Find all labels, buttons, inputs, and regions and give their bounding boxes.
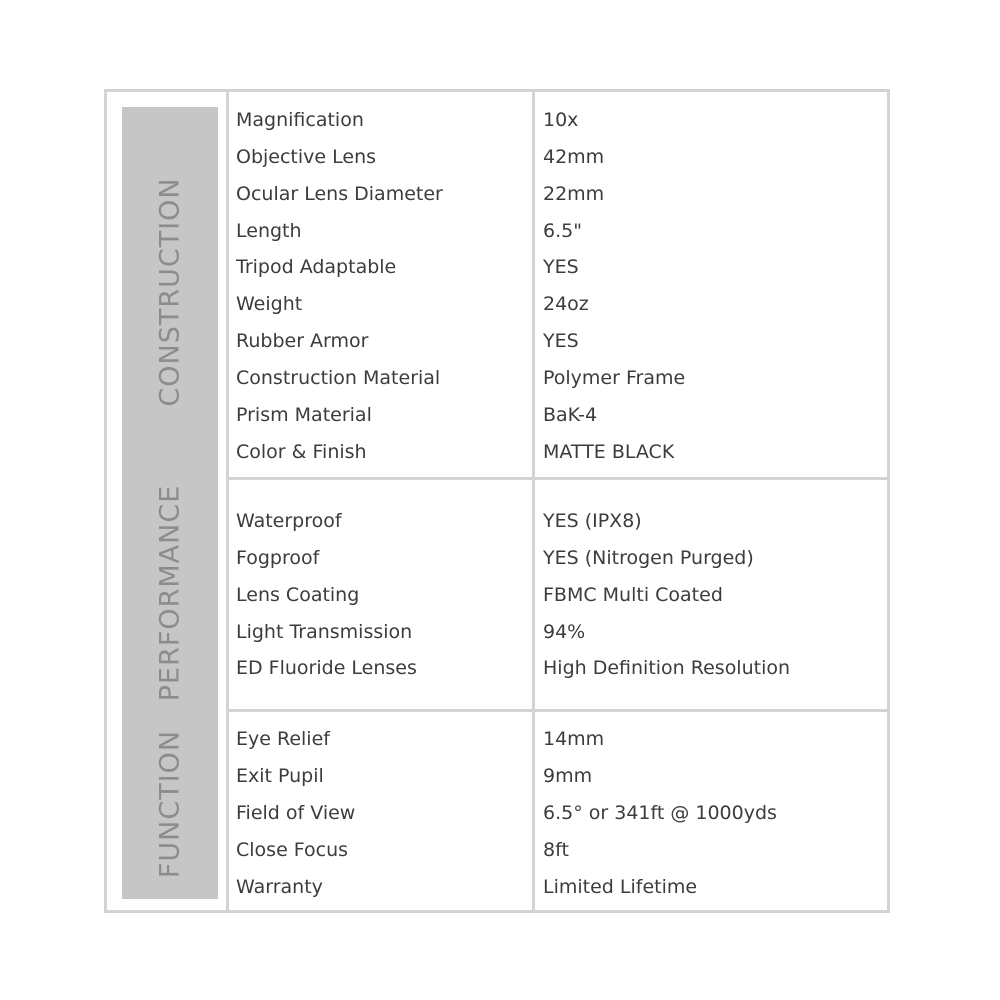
spec-value: MATTE BLACK bbox=[543, 441, 675, 463]
spec-value: Polymer Frame bbox=[543, 367, 686, 389]
table-row bbox=[107, 286, 887, 322]
spec-label: Weight bbox=[236, 293, 303, 315]
spec-label: Magnification bbox=[236, 109, 364, 131]
spec-label: Light Transmission bbox=[236, 621, 413, 643]
table-row bbox=[107, 540, 887, 576]
table-row bbox=[107, 249, 887, 285]
table-row bbox=[107, 323, 887, 359]
spec-label: Rubber Armor bbox=[236, 330, 369, 352]
spec-label: Warranty bbox=[236, 876, 323, 898]
spec-label: Close Focus bbox=[236, 839, 349, 861]
table-row bbox=[107, 213, 887, 249]
section-label-performance: PERFORMANCE bbox=[154, 484, 186, 702]
table-row bbox=[107, 832, 887, 868]
spec-value: 6.5" bbox=[543, 220, 582, 242]
spec-value: 9mm bbox=[543, 765, 593, 787]
spec-label: Objective Lens bbox=[236, 146, 377, 168]
table-row bbox=[107, 176, 887, 212]
spec-label: Lens Coating bbox=[236, 584, 360, 606]
table-row bbox=[107, 503, 887, 539]
table-row bbox=[107, 139, 887, 175]
spec-value: 14mm bbox=[543, 728, 605, 750]
spec-value: 22mm bbox=[543, 183, 605, 205]
spec-value: Limited Lifetime bbox=[543, 876, 698, 898]
table-row bbox=[107, 434, 887, 470]
table-row bbox=[107, 758, 887, 794]
table-row bbox=[107, 721, 887, 757]
spec-label: Tripod Adaptable bbox=[236, 256, 397, 278]
spec-label: Prism Material bbox=[236, 404, 372, 426]
table-row bbox=[107, 397, 887, 433]
section-label-construction: CONSTRUCTION bbox=[154, 177, 186, 407]
spec-value: BaK-4 bbox=[543, 404, 598, 426]
spec-value: 6.5° or 341ft @ 1000yds bbox=[543, 802, 777, 824]
spec-label: Color & Finish bbox=[236, 441, 367, 463]
spec-label: ED Fluoride Lenses bbox=[236, 657, 417, 679]
spec-value: YES (Nitrogen Purged) bbox=[543, 547, 754, 569]
spec-value: YES bbox=[543, 330, 579, 352]
table-row bbox=[107, 795, 887, 831]
spec-value: YES (IPX8) bbox=[543, 510, 642, 532]
section-label-function: FUNCTION bbox=[154, 729, 186, 879]
spec-label: Length bbox=[236, 220, 302, 242]
spec-label: Fogproof bbox=[236, 547, 320, 569]
spec-value: FBMC Multi Coated bbox=[543, 584, 723, 606]
table-row bbox=[107, 102, 887, 138]
spec-value: 94% bbox=[543, 621, 586, 643]
table-row bbox=[107, 650, 887, 686]
table-row bbox=[107, 577, 887, 613]
spec-label: Eye Relief bbox=[236, 728, 330, 750]
table-row bbox=[107, 360, 887, 396]
spec-value: High Definition Resolution bbox=[543, 657, 791, 679]
spec-value: 10x bbox=[543, 109, 579, 131]
section-divider-2 bbox=[226, 709, 887, 712]
spec-value: 42mm bbox=[543, 146, 605, 168]
table-row bbox=[107, 869, 887, 905]
spec-label: Construction Material bbox=[236, 367, 441, 389]
spec-label: Waterproof bbox=[236, 510, 342, 532]
table-row bbox=[107, 614, 887, 650]
spec-value: YES bbox=[543, 256, 579, 278]
spec-label: Exit Pupil bbox=[236, 765, 324, 787]
spec-value: 8ft bbox=[543, 839, 569, 861]
spec-label: Ocular Lens Diameter bbox=[236, 183, 443, 205]
section-divider-1 bbox=[226, 477, 887, 480]
spec-value: 24oz bbox=[543, 293, 589, 315]
spec-table bbox=[104, 89, 890, 913]
spec-label: Field of View bbox=[236, 802, 356, 824]
